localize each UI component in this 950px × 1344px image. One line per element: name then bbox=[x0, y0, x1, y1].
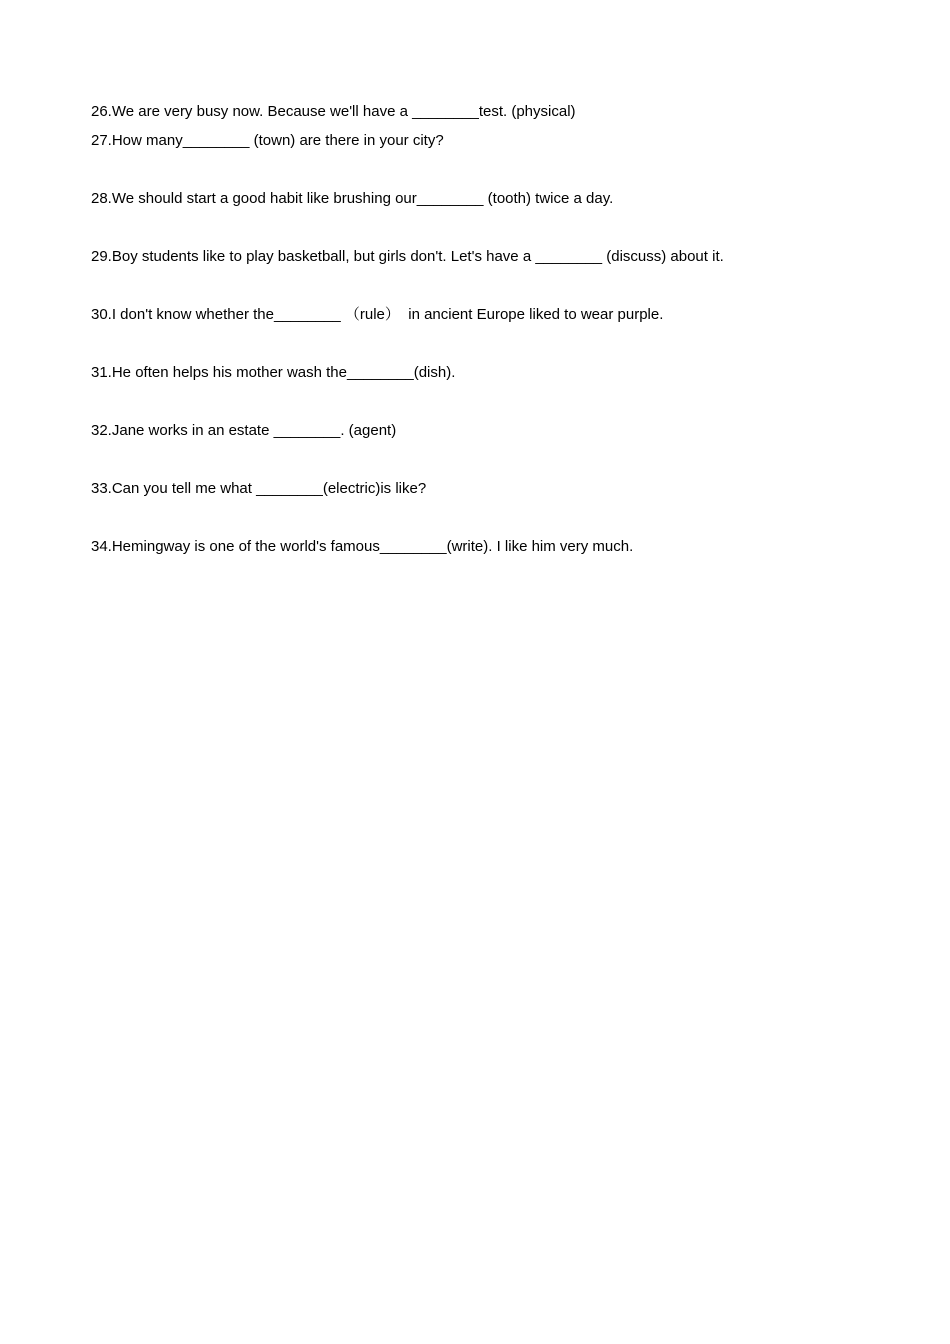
question-30: 30.I don't know whether the________ （rule） in ancient Europe liked to wear purple. bbox=[91, 306, 664, 323]
question-32: 32.Jane works in an estate ________. (agent) bbox=[91, 422, 397, 439]
question-31: 31.He often helps his mother wash the________(dish). bbox=[91, 364, 456, 381]
question-26: 26.We are very busy now. Because we'll have a ________test. (physical) bbox=[91, 103, 576, 120]
question-27: 27.How many________ (town) are there in your city? bbox=[91, 132, 444, 149]
question-34: 34.Hemingway is one of the world's famous________(write). I like him very much. bbox=[91, 538, 634, 555]
question-28: 28.We should start a good habit like brushing our________ (tooth) twice a day. bbox=[91, 190, 614, 207]
question-29: 29.Boy students like to play basketball, but girls don't. Let's have a ________ (discuss) about it. bbox=[91, 248, 724, 265]
question-33: 33.Can you tell me what ________(electric)is like? bbox=[91, 480, 427, 497]
